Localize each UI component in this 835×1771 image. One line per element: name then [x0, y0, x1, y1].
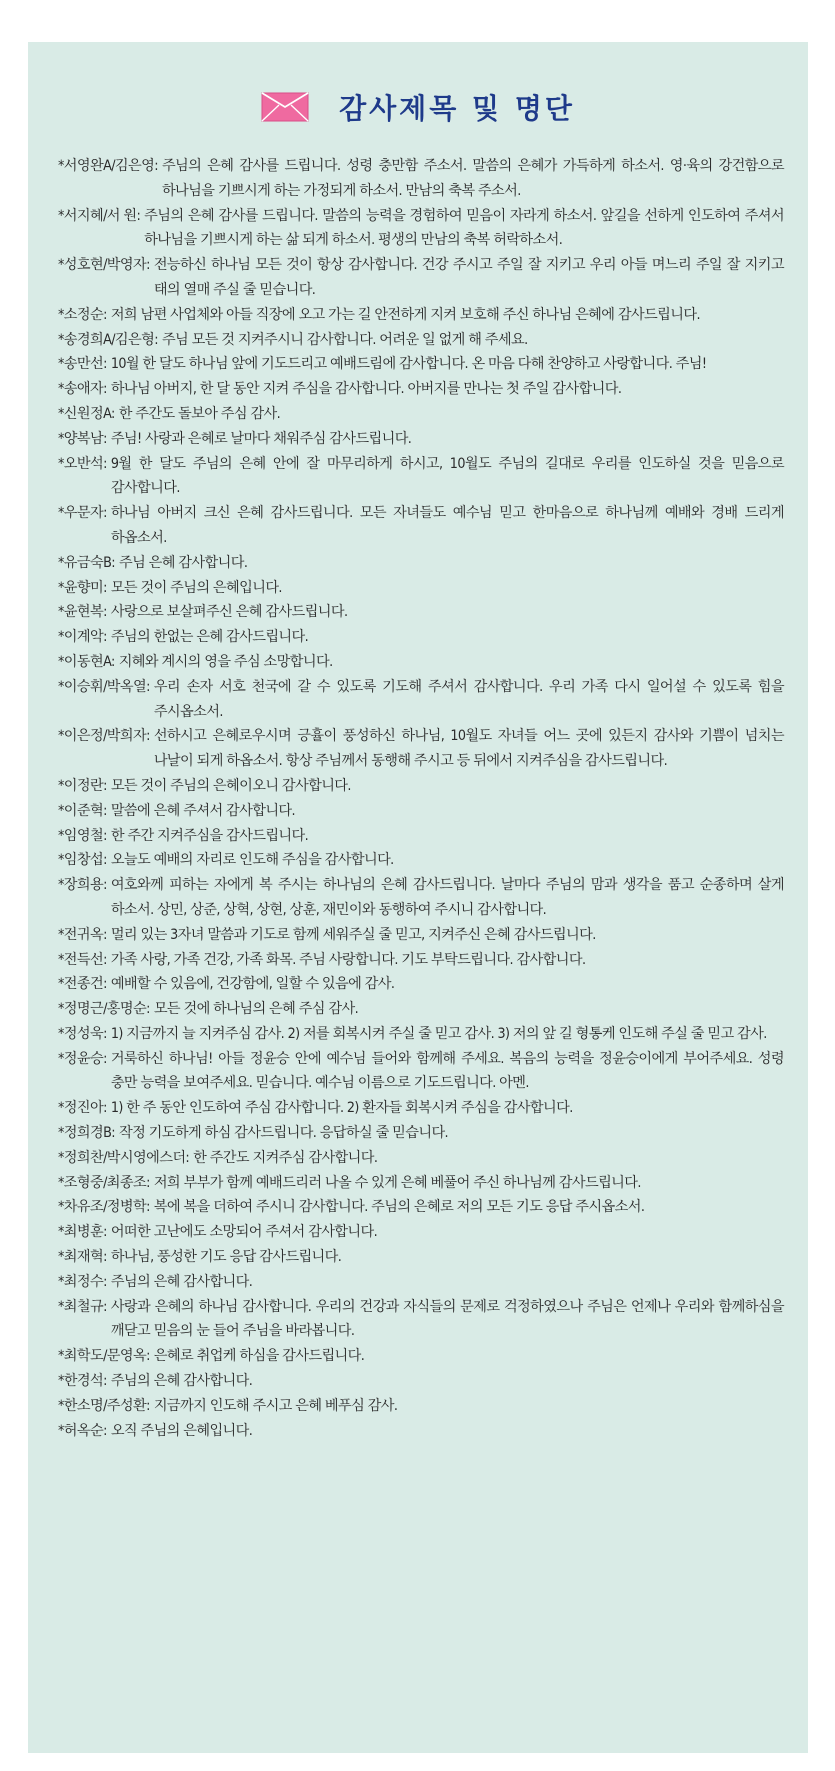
list-item [58, 675, 784, 725]
list-item [58, 923, 784, 948]
entry-name: *신원정A: [58, 405, 115, 422]
list-item [58, 377, 784, 402]
entry-name: *임영철: [58, 827, 107, 844]
entry-message: 오직 주님의 은혜입니다. [110, 1422, 253, 1439]
list-item [58, 724, 784, 774]
entry-name: *최정수: [58, 1273, 107, 1290]
entry-name: *한소명/주성환: [58, 1397, 150, 1414]
list-item [58, 873, 784, 923]
entry-message: 작정 기도하게 하심 감사드립니다. 응답하실 줄 믿습니다. [118, 1125, 449, 1142]
list-item [58, 972, 784, 997]
entry-name: *이동현A: [58, 653, 115, 670]
entry-name: *윤현복: [58, 604, 107, 621]
entry-message: 주님의 은혜 감사합니다. [110, 1373, 253, 1390]
entry-message: 모든 것이 주님의 은혜입니다. [110, 579, 282, 596]
list-item [58, 1047, 784, 1097]
entry-message: 주님의 은혜 감사를 드립니다. 성령 충만함 주소서. 말씀의 은혜가 가득하게 하소서. 영·육의 강건함으로 하나님을 기쁘시게 하는 가정되게 하소서. 만남의 축복 주소서. [161, 158, 784, 199]
entry-message: 사랑과 은혜의 하나님 감사합니다. 우리의 건강과 자식들의 문제로 걱정하였으나 주님은 언제나 우리와 함께하심을 깨닫고 믿음의 눈 들어 주님을 바라봅니다. [110, 1298, 784, 1340]
entry-name: *이정란: [58, 777, 107, 794]
thanksgiving-list [58, 154, 784, 1443]
list-item [58, 600, 784, 625]
entry-name: *우문자: [58, 505, 107, 522]
entry-message: 주님 모든 것 지켜주시니 감사합니다. 어려운 일 없게 해 주세요. [161, 331, 528, 348]
list-item [58, 501, 784, 551]
entry-name: *오반석: [58, 455, 107, 472]
entry-name: *소정순: [58, 306, 107, 323]
content-panel [28, 42, 808, 1753]
entry-message: 가족 사랑, 가족 건강, 가족 화목. 주님 사랑합니다. 기도 부탁드립니다. 감사합니다. [110, 951, 586, 968]
entry-name: *정희경B: [58, 1125, 115, 1142]
entry-message: 여호와께 피하는 자에게 복 주시는 하나님의 은혜 감사드립니다. 날마다 주님의 맘과 생각을 품고 순종하며 살게 하소서. 상민, 상준, 상혁, 상현, 상훈, 재민이와 동행하여 주시니 감사합니다. [110, 877, 784, 918]
entry-name: *이승휘/박옥열: [58, 678, 150, 695]
list-item [58, 154, 784, 204]
entry-message: 거룩하신 하나님! 아들 정윤승 안에 예수님 들어와 함께해 주세요. 복음의 능력을 정윤승이에게 부어주세요. 성령 충만 능력을 보여주세요. 믿습니다. 예수님 이름으로 기도드립니다. 아멘. [110, 1050, 784, 1092]
entry-message: 1) 지금까지 늘 지켜주심 감사. 2) 저를 회복시켜 주실 줄 믿고 감사. 3) 저의 앞 길 형통케 인도해 주실 줄 믿고 감사. [110, 1025, 767, 1042]
entry-name: *양복남: [58, 430, 107, 447]
entry-name: *전득선: [58, 951, 107, 968]
list-item [58, 799, 784, 824]
envelope-icon [261, 92, 309, 122]
entry-name: *최재혁: [58, 1249, 107, 1266]
list-item [58, 1295, 784, 1345]
entry-name: *서지혜/서 원: [58, 207, 141, 224]
list-item [58, 1369, 784, 1394]
entry-name: *송애자: [58, 381, 107, 398]
entry-name: *한경석: [58, 1373, 107, 1390]
entry-message: 지혜와 계시의 영을 주심 소망합니다. [118, 653, 333, 670]
list-item [58, 1394, 784, 1419]
list-item [58, 625, 784, 650]
entry-message: 지금까지 인도해 주시고 은혜 베푸심 감사. [153, 1397, 398, 1414]
entry-message: 1) 한 주 동안 인도하여 주심 감사합니다. 2) 환자들 회복시켜 주심을 감사합니다. [110, 1100, 573, 1117]
list-item [58, 551, 784, 576]
header [28, 82, 808, 132]
entry-message: 한 주간도 돌보아 주심 감사. [118, 405, 281, 422]
list-item [58, 997, 784, 1022]
entry-message: 전능하신 하나님 모든 것이 항상 감사합니다. 건강 주시고 주일 잘 지키고 우리 아들 며느리 주일 잘 지키고 태의 열매 주실 줄 믿습니다. [153, 257, 784, 298]
entry-name: *정진아: [58, 1100, 107, 1117]
entry-name: *장희용: [58, 877, 107, 894]
entry-name: *조형중/최종조: [58, 1174, 150, 1191]
entry-name: *이준혁: [58, 802, 107, 819]
entry-message: 사랑으로 보살펴주신 은혜 감사드립니다. [110, 604, 348, 621]
entry-message: 예배할 수 있음에, 건강함에, 일할 수 있음에 감사. [110, 976, 395, 993]
entry-message: 모든 것이 주님의 은혜이오니 감사합니다. [110, 777, 351, 794]
list-item [58, 1171, 784, 1196]
list-item [58, 1121, 784, 1146]
entry-message: 말씀에 은혜 주셔서 감사합니다. [110, 802, 295, 819]
entry-name: *성호현/박영자: [58, 257, 150, 274]
list-item [58, 303, 784, 328]
entry-name: *송만선: [58, 356, 107, 373]
list-item [58, 352, 784, 377]
entry-message: 우리 손자 서호 천국에 갈 수 있도록 기도해 주셔서 감사합니다. 우리 가족 다시 일어설 수 있도록 힘을 주시옵소서. [153, 678, 784, 720]
entry-message: 주님! 사랑과 은혜로 날마다 채워주심 감사드립니다. [110, 430, 412, 447]
entry-name: *전귀옥: [58, 926, 107, 943]
entry-message: 오늘도 예배의 자리로 인도해 주심을 감사합니다. [110, 852, 394, 869]
list-item [58, 1245, 784, 1270]
entry-message: 하나님, 풍성한 기도 응답 감사드립니다. [110, 1249, 342, 1266]
entry-message: 어떠한 고난에도 소망되어 주셔서 감사합니다. [110, 1224, 378, 1241]
entry-message: 복에 복을 더하여 주시니 감사합니다. 주님의 은혜로 저의 모든 기도 응답 주시옵소서. [153, 1199, 645, 1216]
entry-message: 선하시고 은혜로우시며 긍휼이 풍성하신 하나님, 10월도 자녀들 어느 곳에 있든지 감사와 기쁨이 넘치는 나날이 되게 하옵소서. 항상 주님께서 동행해 주시고 등 뒤에서 지켜주심을 감사드립니다. [153, 728, 784, 770]
list-item [58, 1195, 784, 1220]
list-item [58, 1146, 784, 1171]
entry-message: 10월 한 달도 하나님 앞에 기도드리고 예배드림에 감사합니다. 온 마음 다해 찬양하고 사랑합니다. 주님! [110, 356, 707, 373]
entry-message: 주님의 한없는 은혜 감사드립니다. [110, 629, 309, 646]
entry-message: 은혜로 취업케 하심을 감사드립니다. [153, 1348, 365, 1365]
list-item [58, 1344, 784, 1369]
list-item [58, 452, 784, 502]
list-item [58, 427, 784, 452]
list-item [58, 948, 784, 973]
list-item [58, 650, 784, 675]
entry-name: *차유조/정병학: [58, 1199, 150, 1216]
list-item [58, 1220, 784, 1245]
entry-name: *서영완A/김은영: [58, 158, 158, 174]
entry-name: *정희찬/박시영에스더: [58, 1149, 190, 1166]
entry-message: 하나님 아버지 크신 은혜 감사드립니다. 모든 자녀들도 예수님 믿고 한마음으로 하나님께 예배와 경배 드리게 하옵소서. [110, 505, 784, 546]
list-item [58, 253, 784, 303]
page-title: 감사제목 및 명단 [339, 92, 575, 125]
list-item [58, 402, 784, 427]
list-item [58, 1022, 784, 1047]
entry-name: *정명근/홍명순: [58, 1001, 150, 1018]
entry-message: 한 주간 지켜주심을 감사드립니다. [110, 827, 309, 844]
entry-name: *송경희A/김은형: [58, 331, 158, 348]
list-item [58, 1096, 784, 1121]
list-item [58, 774, 784, 799]
list-item [58, 328, 784, 353]
list-item [58, 1270, 784, 1295]
list-item [58, 848, 784, 873]
entry-name: *이계악: [58, 629, 107, 646]
entry-message: 모든 것에 하나님의 은혜 주심 감사. [153, 1001, 359, 1018]
entry-name: *정윤승: [58, 1050, 107, 1067]
entry-name: *허옥순: [58, 1422, 107, 1439]
entry-name: *유금숙B: [58, 554, 115, 571]
list-item [58, 824, 784, 849]
entry-message: 저희 부부가 함께 예배드리러 나올 수 있게 은혜 베풀어 주신 하나님께 감사드립니다. [153, 1174, 641, 1191]
entry-name: *최병훈: [58, 1224, 107, 1241]
entry-message: 주님 은혜 감사합니다. [118, 554, 248, 571]
list-item [58, 576, 784, 601]
entry-name: *정성욱: [58, 1025, 107, 1042]
entry-message: 주님의 은혜 감사합니다. [110, 1273, 253, 1290]
entry-name: *전종건: [58, 976, 107, 993]
entry-message: 멀리 있는 3자녀 말씀과 기도로 함께 세워주실 줄 믿고, 지켜주신 은혜 감사드립니다. [110, 926, 596, 943]
list-item [58, 204, 784, 254]
entry-message: 주님의 은혜 감사를 드립니다. 말씀의 능력을 경험하여 믿음이 자라게 하소서. 앞길을 선하게 인도하여 주셔서 하나님을 기쁘시게 하는 삶 되게 하소서. 평생의 만남의 축복 허락하소서. [144, 207, 784, 249]
entry-name: *이은정/박희자: [58, 728, 150, 745]
entry-message: 한 주간도 지켜주심 감사합니다. [193, 1149, 378, 1166]
entry-name: *최철규: [58, 1298, 107, 1315]
entry-message: 하나님 아버지, 한 달 동안 지켜 주심을 감사합니다. 아버지를 만나는 첫 주일 감사합니다. [110, 381, 622, 398]
entry-name: *최학도/문영옥: [58, 1348, 150, 1365]
entry-message: 9월 한 달도 주님의 은혜 안에 잘 마무리하게 하시고, 10월도 주님의 길대로 우리를 인도하실 것을 믿음으로 감사합니다. [110, 455, 784, 497]
entry-name: *윤향미: [58, 579, 107, 596]
entry-message: 저희 남편 사업체와 아들 직장에 오고 가는 길 안전하게 지켜 보호해 주신 하나님 은혜에 감사드립니다. [110, 306, 700, 323]
list-item [58, 1419, 784, 1444]
entry-name: *임창섭: [58, 852, 107, 869]
